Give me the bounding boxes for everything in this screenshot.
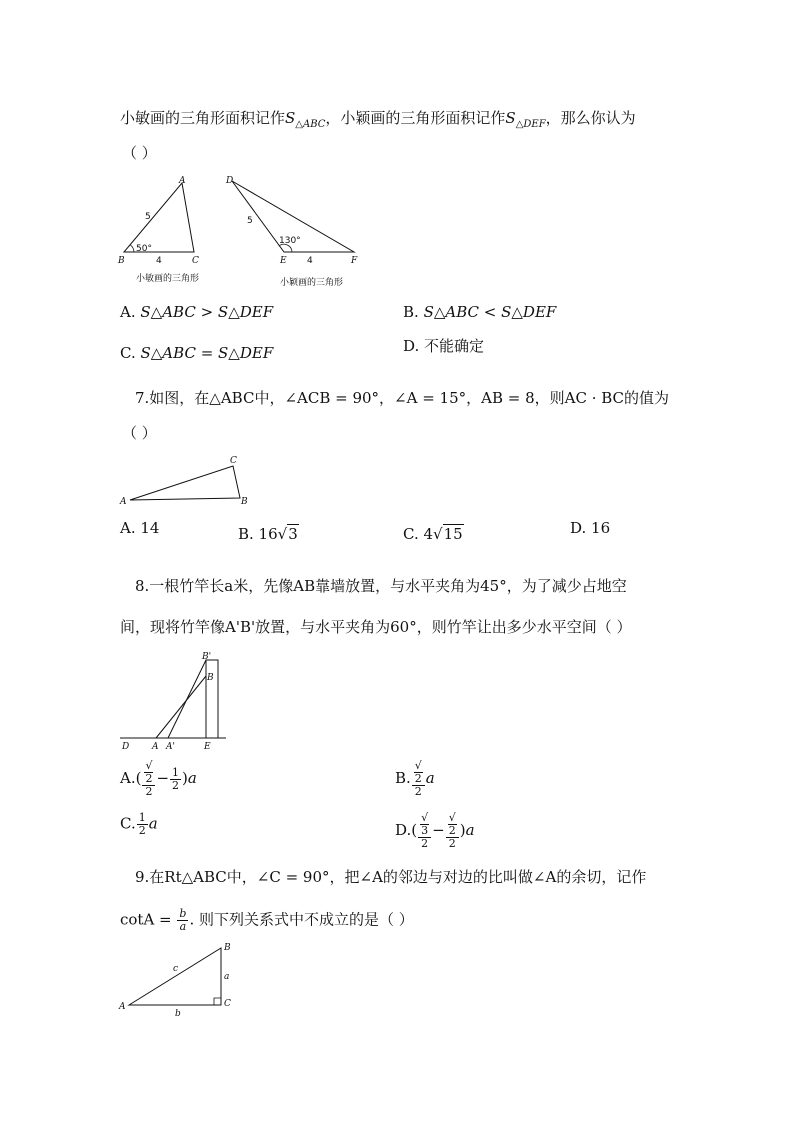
label-a-prime: A': [166, 742, 175, 752]
q8-option-b[interactable]: B. √ 2 2 a: [395, 759, 435, 798]
label-b: B: [224, 943, 231, 953]
label-a: A: [179, 176, 186, 186]
q6-option-c[interactable]: C. S△ABC = S△DEF: [120, 344, 274, 362]
q8-option-c[interactable]: C. $\frac{1}{2}$ a: [120, 811, 158, 837]
side-ab-length: 5: [145, 212, 151, 222]
q8-stem-line2: 间，现将竹竿像A'B'放置，与水平夹角为60°，则竹竿让出多少水平空间（ ）: [120, 618, 632, 636]
q8-stem-line1: 8.一根竹竿长a米，先像AB靠墙放置，与水平夹角为45°，为了减少占地空: [135, 577, 627, 595]
label-e: E: [204, 742, 211, 752]
q6-figure-abc: [110, 175, 220, 290]
triangle-abc: [124, 183, 194, 252]
q6-figure-def: [220, 175, 370, 295]
q7-stem: 7.如图，在△ABC中，∠ACB = 90°，∠A = 15°，AB = 8，则AC · BC的值为: [135, 389, 670, 407]
angle-e-value: 130°: [279, 236, 301, 246]
q7-option-d[interactable]: D. 16: [570, 519, 611, 537]
pole-ab: [156, 676, 206, 738]
side-b: b: [175, 1009, 181, 1019]
label-a: A: [119, 1002, 126, 1012]
q6-option-d[interactable]: D. 不能确定: [403, 337, 485, 355]
q7-figure: [115, 453, 265, 513]
side-ef-length: 4: [307, 256, 313, 266]
label-e: E: [280, 256, 287, 266]
wall: [206, 660, 218, 738]
label-f: F: [351, 256, 358, 266]
right-triangle-abc: [129, 948, 221, 1005]
label-b: B: [118, 256, 125, 266]
right-angle-mark: [214, 998, 221, 1005]
side-c: c: [173, 964, 179, 974]
q6-answer-paren: （ ）: [122, 144, 157, 162]
side-de-length: 5: [247, 216, 253, 226]
q8-option-a[interactable]: A.( √ 2 2 − $\frac{1}{2}$ )a: [120, 759, 197, 798]
q8-figure: [118, 648, 238, 753]
label-d: D: [122, 742, 130, 752]
side-bc-length: 4: [156, 256, 162, 266]
q9-stem-line2: cotA = $\frac{b}{a}$ . 则下列关系式中不成立的是（ ）: [120, 907, 414, 933]
q7-option-c[interactable]: C. 4√15: [403, 525, 463, 543]
label-c: C: [230, 456, 237, 466]
angle-b-value: 50°: [136, 244, 152, 254]
label-c: C: [192, 256, 199, 266]
pole-a1b1: [168, 660, 206, 738]
q6-stem: 小敏画的三角形面积记作$S_{\triangle ABC}$，小颖画的三角形面积记作$S_{\triangle DEF}$，那么你认为: [120, 109, 636, 130]
q6-option-b[interactable]: B. S△ABC < S△DEF: [403, 303, 557, 321]
q8-option-d[interactable]: D.( √ 3 2 − √ 2 2 )a: [395, 811, 475, 850]
q7-answer-paren: （ ）: [122, 424, 157, 442]
angle-b-arc: [131, 245, 135, 252]
side-a: a: [224, 972, 230, 982]
label-c: C: [224, 999, 231, 1009]
caption-abc: 小敏画的三角形: [136, 274, 200, 284]
label-a: A: [152, 742, 159, 752]
q9-figure: [115, 938, 255, 1018]
label-d: D: [226, 176, 234, 186]
label-b: B: [241, 497, 248, 507]
label-b: B: [207, 673, 214, 683]
triangle-abc-q7: [130, 466, 240, 500]
q7-option-b[interactable]: B. 16√3: [238, 525, 298, 543]
caption-def: 小颖画的三角形: [280, 278, 344, 288]
q9-stem-line1: 9.在Rt△ABC中，∠C = 90°，把∠A的邻边与对边的比叫做∠A的余切，记作: [135, 868, 647, 886]
label-a: A: [120, 497, 127, 507]
label-b-prime: B': [202, 652, 212, 662]
q7-option-a[interactable]: A. 14: [120, 519, 160, 537]
q6-option-a[interactable]: A. S△ABC > S△DEF: [120, 303, 274, 321]
